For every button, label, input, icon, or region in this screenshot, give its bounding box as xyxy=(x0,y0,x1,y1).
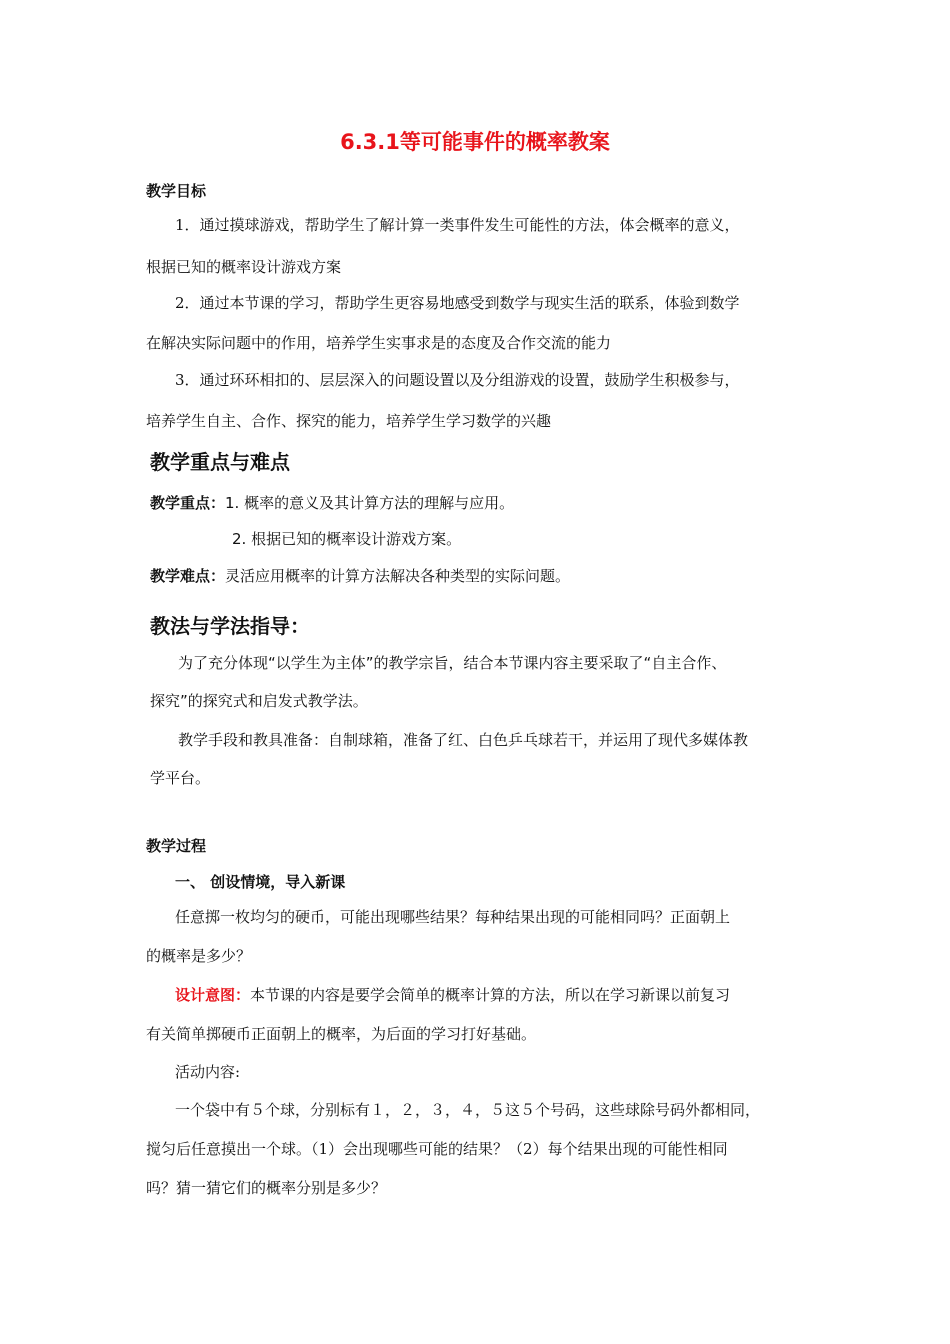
design-line-1: 本节课的内容是要学会简单的概率计算的方法，所以在学习新课以前复习 xyxy=(250,986,731,1004)
methods-heading: 教法与学法指导： xyxy=(150,614,310,638)
key-point-label: 教学重点： xyxy=(150,494,226,512)
activity-label: 活动内容: xyxy=(175,1063,241,1081)
objectives-heading: 教学目标 xyxy=(146,182,207,200)
methods-para-1-line-1: 为了充分体现“以学生为主体”的教学宗旨，结合本节课内容主要采取了“自主合作、 xyxy=(178,654,727,672)
key-point-row-1 xyxy=(150,492,514,513)
difficulty-label: 教学难点： xyxy=(150,567,226,585)
objective-1-line-1: 1．通过摸球游戏，帮助学生了解计算一类事件发生可能性的方法，体会概率的意义， xyxy=(175,216,740,234)
design-row xyxy=(175,984,730,1005)
methods-para-2-line-2: 学平台。 xyxy=(150,769,211,787)
design-line-2: 有关简单掷硬币正面朝上的概率，为后面的学习打好基础。 xyxy=(146,1025,537,1043)
process-heading: 教学过程 xyxy=(146,837,207,855)
key-point-item-2: 2. 根据已知的概率设计游戏方案。 xyxy=(232,530,462,548)
objective-2-line-2: 在解决实际问题中的作用，培养学生实事求是的态度及合作交流的能力 xyxy=(146,334,612,352)
objective-3-line-2: 培养学生自主、合作、探究的能力，培养学生学习数学的兴趣 xyxy=(146,412,552,430)
question-line-1: 任意掷一枚均匀的硬币，可能出现哪些结果？每种结果出现的可能相同吗？正面朝上 xyxy=(175,908,731,926)
document-title: 6.3.1等可能事件的概率教案 xyxy=(340,130,610,154)
difficulty-row xyxy=(150,565,570,586)
methods-para-2-line-1: 教学手段和教具准备：自制球箱，准备了红、白色乒乓球若干，并运用了现代多媒体教 xyxy=(178,731,749,749)
objective-3-line-1: 3．通过环环相扣的、层层深入的问题设置以及分组游戏的设置，鼓励学生积极参与， xyxy=(175,371,740,389)
activity-line-1: 一个袋中有５个球，分别标有１，２，３，４，５这５个号码，这些球除号码外都相同， xyxy=(175,1101,761,1119)
difficulty-text: 灵活应用概率的计算方法解决各种类型的实际问题。 xyxy=(225,567,571,585)
question-line-2: 的概率是多少？ xyxy=(146,947,252,965)
methods-para-1-line-2: 探究”的探究式和启发式教学法。 xyxy=(150,692,368,710)
design-label: 设计意图： xyxy=(175,986,251,1004)
activity-line-2: 搅匀后任意摸出一个球。（1）会出现哪些可能的结果？（2）每个结果出现的可能性相同 xyxy=(146,1140,728,1158)
activity-line-3: 吗？猜一猜它们的概率分别是多少？ xyxy=(146,1179,387,1197)
objective-2-line-1: 2．通过本节课的学习，帮助学生更容易地感受到数学与现实生活的联系，体验到数学 xyxy=(175,294,740,312)
key-point-item-1: 1. 概率的意义及其计算方法的理解与应用。 xyxy=(225,494,515,512)
objective-1-line-2: 根据已知的概率设计游戏方案 xyxy=(146,258,342,276)
key-points-heading: 教学重点与难点 xyxy=(150,450,290,474)
process-section-1: 一、 创设情境，导入新课 xyxy=(175,873,346,891)
